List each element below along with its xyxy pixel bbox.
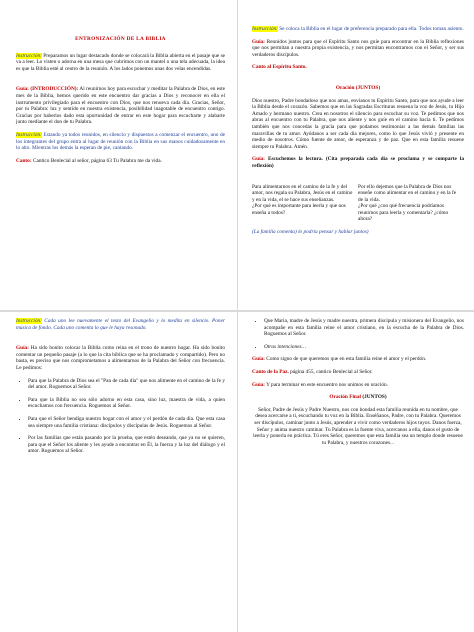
instruction-label: Instrucción: — [252, 26, 278, 32]
page-3 — [0, 312, 237, 632]
instruction-text: Se coloca la Biblia en el lugar de preferencia preparado para ella. Todos toman asiento. — [279, 26, 464, 32]
family-note-mid: lo podría pensar — [298, 229, 334, 236]
guide-label: Guía: (INTRODUCCIÓN): — [16, 86, 79, 93]
song-text: página 455, cantico Benlecial al Señor. — [290, 368, 373, 375]
guide-label: Guía: — [252, 356, 265, 363]
guide-text: Reunidos juntos para que el Espíritu Santo nos guíe para encontrar en la Biblia reflexiones que nos permitan a nuestra propia existencia, y nos permitan encontrarnos con el Señor, y ser sus verdaderos discípulos. — [252, 38, 464, 58]
guide-text-2: Y para terminar en este encuentro nos unimos en oración. — [266, 381, 388, 388]
guide-reading-text: Escuchemos la lectura. (Cita preparada cada día se proclama y se comparte la reflexión) — [252, 156, 464, 169]
guide-label: Guía: — [252, 38, 265, 45]
instruction-paragraph-2 — [16, 132, 225, 152]
family-note — [252, 229, 464, 236]
petition-list — [16, 378, 225, 455]
list-item: • Otras intenciones… — [264, 344, 464, 351]
song-label: Canto: — [16, 157, 32, 164]
instruction-label: Instrucción: — [16, 52, 42, 59]
list-item: • Para que la Biblia no sea sólo adorno en esta casa, sino luz, maestra de vida, a quien escuchamos con frecuencia. Roguemos al Señor. — [28, 397, 225, 410]
prayer-text: Dios nuestro, Padre bondadoso que nos amas, envíanos tu Espíritu Santo, para que nos ayude a leer la Biblia desde el corazón. Sabemos que en las Sagradas Escrituras resuena la voz de Jesús, tu Hijo Amado y hermano nuestro. Crea en nosotros el silencio para escuchar su voz. Te pedimos que nos abras al encuentro con tu Palabra, que nos aliente y nos guíe en el camino hacia ti. Te pedimos también que nos concedas la gracia para que podamos testimoniar a las demás familias las maravillas de tu amor. Ayúdanos a ser cada día mejores, como lo que Jesús vivió y presente en medio de nosotros. Cómo fuente de amor, de esperanza y de paz. Que en esta familia resuene siempre tu Palabra. Amén. — [252, 97, 464, 150]
guide-label-2: Guía: — [252, 156, 265, 163]
question-left: ¿Por qué es importante para leerla y que nos enseña a todos? — [252, 203, 346, 216]
instruction-text: Preparamos un lugar destacado donde se colocará la Biblia abierta en el pasaje que se va a leer. Lo visten o adorna en una mesa que cubrimos con un mantel o una tela adecuada, la idea es que la Biblia esté al centro de la reunión. A los lados ponemos unas dos velas encendidas. — [16, 52, 226, 72]
guide-text: Como signo de que queremos que en esta familia reine el amor y el perdón. — [266, 356, 427, 363]
list-item: • Para que la Palabra de Dios sea el "Pan de cada día" que nos alimente en el camino de la fe y del amor. Roguemos al Señor. — [28, 378, 225, 391]
song-paragraph — [252, 369, 464, 376]
guide-paragraph — [252, 356, 464, 363]
family-note-left: (La familia comenta) — [252, 229, 297, 236]
reflection-right: Por ello dejemos que la Palabra de Dios nos enseñe como alimentar en el camino y en la fe de la vida. — [358, 183, 457, 203]
final-prayer-text: Señor, Padre de Jesús y Padre Nuestro, nos con bondad esta familia reunida en tu nombre, que desea acercarse a ti, escuchando tu voz en la Biblia. Enséñanos, Padre, con tu Palabra. Queremos ser discípulos, caminar junto a Jesús, aprender a vivir como verdaderos hijos tuyos. Danos fuerza, Señor y anima nuestro caminar. Tu Palabra es la fuente viva, acercanos a ella, danos el gusto de leerla y ponerla en práctica. Tú eres Señor, queremos que esta familia sea un templo donde resuene tu Palabra, y nuestros corazones... — [253, 406, 463, 446]
guide-paragraph — [16, 345, 225, 371]
guide-label-2: Guía: — [252, 381, 265, 388]
song-label: Canto de la Paz. — [252, 368, 289, 375]
instruction-paragraph — [16, 53, 225, 73]
instruction-text-2: Estando ya todos reunidos, en silencio y dispuestos a comenzar el encuentro, uno de los integrantes del grupo entra al lugar de reunión con la Biblia en sus manos cuidadosamente en lo alto. Mientras los demás la esperan de pie, cantando. — [16, 131, 226, 152]
page-4 — [238, 312, 474, 632]
guide-intro-paragraph — [16, 86, 225, 126]
page-2 — [238, 0, 474, 310]
guide-label: Guía: — [16, 345, 29, 352]
prayer-heading: Oración (JUNTOS) — [335, 84, 381, 91]
final-prayer-label: Oración Final — [329, 394, 361, 401]
final-prayer-suffix: (JUNTOS) — [362, 394, 387, 401]
instruction-label: Instrucción: — [16, 318, 42, 324]
page-1 — [0, 0, 237, 310]
reflection-table — [252, 184, 464, 224]
list-item: • Por las familias que están pasando por la prueba, que estén deseando, que ya no se quieren, para que el Señor los aliente y les ayude a encontrar en Él, la fuerza y la luz del diálogo y el amor. Roguemos al Señor. — [28, 435, 225, 455]
list-item: • Para que el Señor bendiga nuestro hogar con el amor y el perdón de cada día. Que esta casa sea siempre una familia cristiana: discípulos y discípulas de Jesús. Roguemos al Señor. — [28, 416, 225, 429]
song-text: Cantico Benlecial al señor, página 63 Tu Palabra me da vida. — [32, 157, 162, 164]
instruction-label-2: Instrucción: — [16, 131, 42, 138]
reflection-left: Para alimentarnos en el camino de la fe y del amor, nos regala su Palabra, Jesús en el camino y en la vida, el se hace sus enseñanzas. — [252, 183, 353, 203]
question-right: ¿Por qué ¿con qué frecuencia podríamos reunirnos para leerla y comentarla? ¿cómo ahora? — [358, 203, 449, 223]
guide-text: Ha sido bonito colocar la Biblia como reina en el trono de nuestro hogar. Ha sido bonito comentar un pequeño pasaje (a lo que la cita bíblica que se ha proclamado y compartido). Pero no basta, es preciso que nos comprometamos a alimentarnos de la Palabra del Señor con frecuencia. Le pedimos: — [16, 345, 226, 371]
page-title: ENTRONIZACIÓN DE LA BIBLIA — [75, 36, 166, 42]
petition-list — [252, 318, 464, 350]
guide-paragraph — [252, 39, 464, 59]
guide-reading-paragraph — [252, 156, 464, 169]
song-holy-spirit: Canto al Espíritu Santo. — [252, 64, 307, 71]
family-note-right: y hablar juntos) — [334, 229, 369, 236]
guide-paragraph-2 — [252, 382, 464, 389]
instruction-paragraph — [16, 318, 225, 331]
song-paragraph — [16, 158, 225, 165]
list-item: • Que María, madre de Jesús y madre nuestra, primera discípula y misionera del Evangelio, nos acompañe en esta familia reine el amor cristiano, en la escucha de la Palabra de Dios. Roguemos al Señor. — [264, 318, 464, 338]
instruction-paragraph — [252, 26, 464, 33]
instruction-text: Cada uno lee nuevamente el texto del Evangelio y lo medita en silencio. Poner música de fondo. Cada uno comenta lo que le haya resonado. — [16, 318, 225, 331]
guide-text: Al reunirnos hoy para escuchar y meditar la Palabra de Dios, en este mes de la Biblia, hemos querido en este encuentro dar gracias a Dios y reconocer en ella el instrumento privilegiado para el encuentro con Dios, que nos renueva cada día. Gracias, Señor, por tu Palabra: luz y sentido en nuestra existencia, posibilidad inagotable de encuentro contigo. Gracias por haberlos dado esta oportunidad de entrar en este hogar para escucharte y alabarte junto mediante el don de tu Palabra. — [16, 86, 225, 126]
final-prayer-heading — [252, 394, 464, 401]
